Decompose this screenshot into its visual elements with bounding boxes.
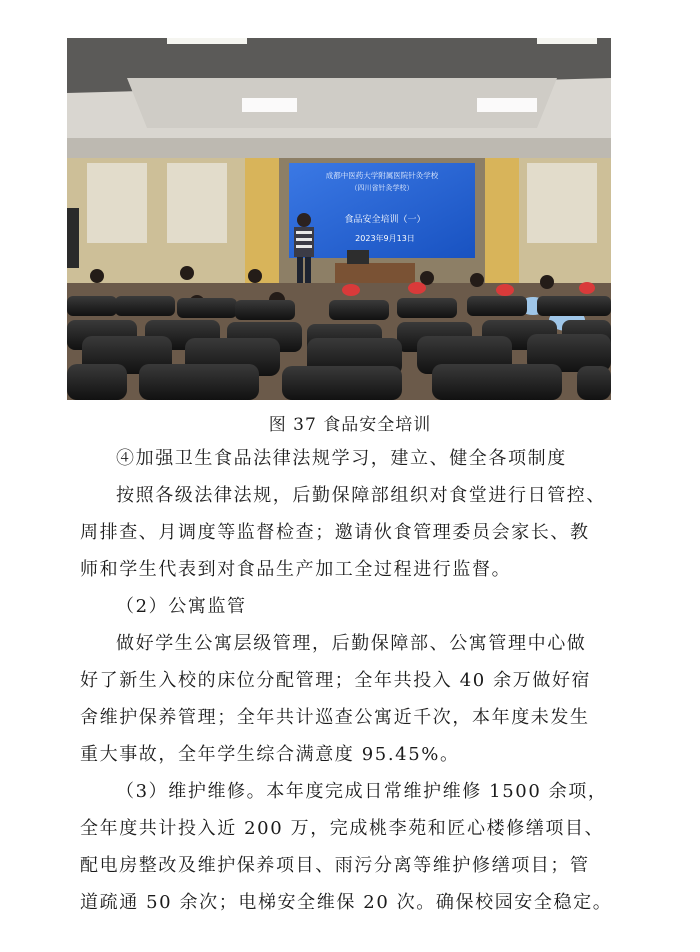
text-line: 全年度共计投入近 200 万，完成桃李苑和匠心楼修缮项目、 <box>80 818 605 839</box>
training-photo <box>67 38 611 400</box>
text-line: 配电房整改及维护保养项目、雨污分离等维护修缮项目；管 <box>80 855 590 876</box>
screen-line-1: 成都中医药大学附属医院针灸学校 <box>325 171 439 180</box>
text-line: 道疏通 50 余次；电梯安全维保 20 次。确保校园安全稳定。 <box>80 892 613 913</box>
text-line: ④加强卫生食品法律法规学习，建立、健全各项制度 <box>116 448 567 469</box>
text-line: 舍维护保养管理；全年共计巡查公寓近千次，本年度未发生 <box>80 707 590 728</box>
figure-caption: 图 37 食品安全培训 <box>268 415 432 435</box>
paragraph-maintenance <box>80 773 640 921</box>
text-line: 按照各级法律法规，后勤保障部组织对食堂进行日管控、 <box>116 485 606 506</box>
text-line: 师和学生代表到对食品生产加工全过程进行监督。 <box>80 559 512 580</box>
text-line: 重大事故，全年学生综合满意度 95.45%。 <box>80 744 460 765</box>
text-line: （3）维护维修。本年度完成日常维护维修 1500 余项， <box>116 781 608 802</box>
text-line: （2）公寓监管 <box>116 596 247 617</box>
text-line: 好了新生入校的床位分配管理；全年共投入 40 余万做好宿 <box>80 670 592 691</box>
screen-line-2: （四川省针灸学校） <box>350 184 414 192</box>
text-line: 周排查、月调度等监督检查；邀请伙食管理委员会家长、教 <box>80 522 590 543</box>
section-heading-dormitory <box>116 588 676 625</box>
screen-date: 2023年9月13日 <box>355 234 415 243</box>
paragraph-food-supervision <box>80 477 640 588</box>
text-line: 做好学生公寓层级管理，后勤保障部、公寓管理中心做 <box>116 633 587 654</box>
screen-title: 食品安全培训（一） <box>344 215 426 225</box>
section-heading-4 <box>116 440 676 477</box>
paragraph-dormitory <box>80 625 640 773</box>
